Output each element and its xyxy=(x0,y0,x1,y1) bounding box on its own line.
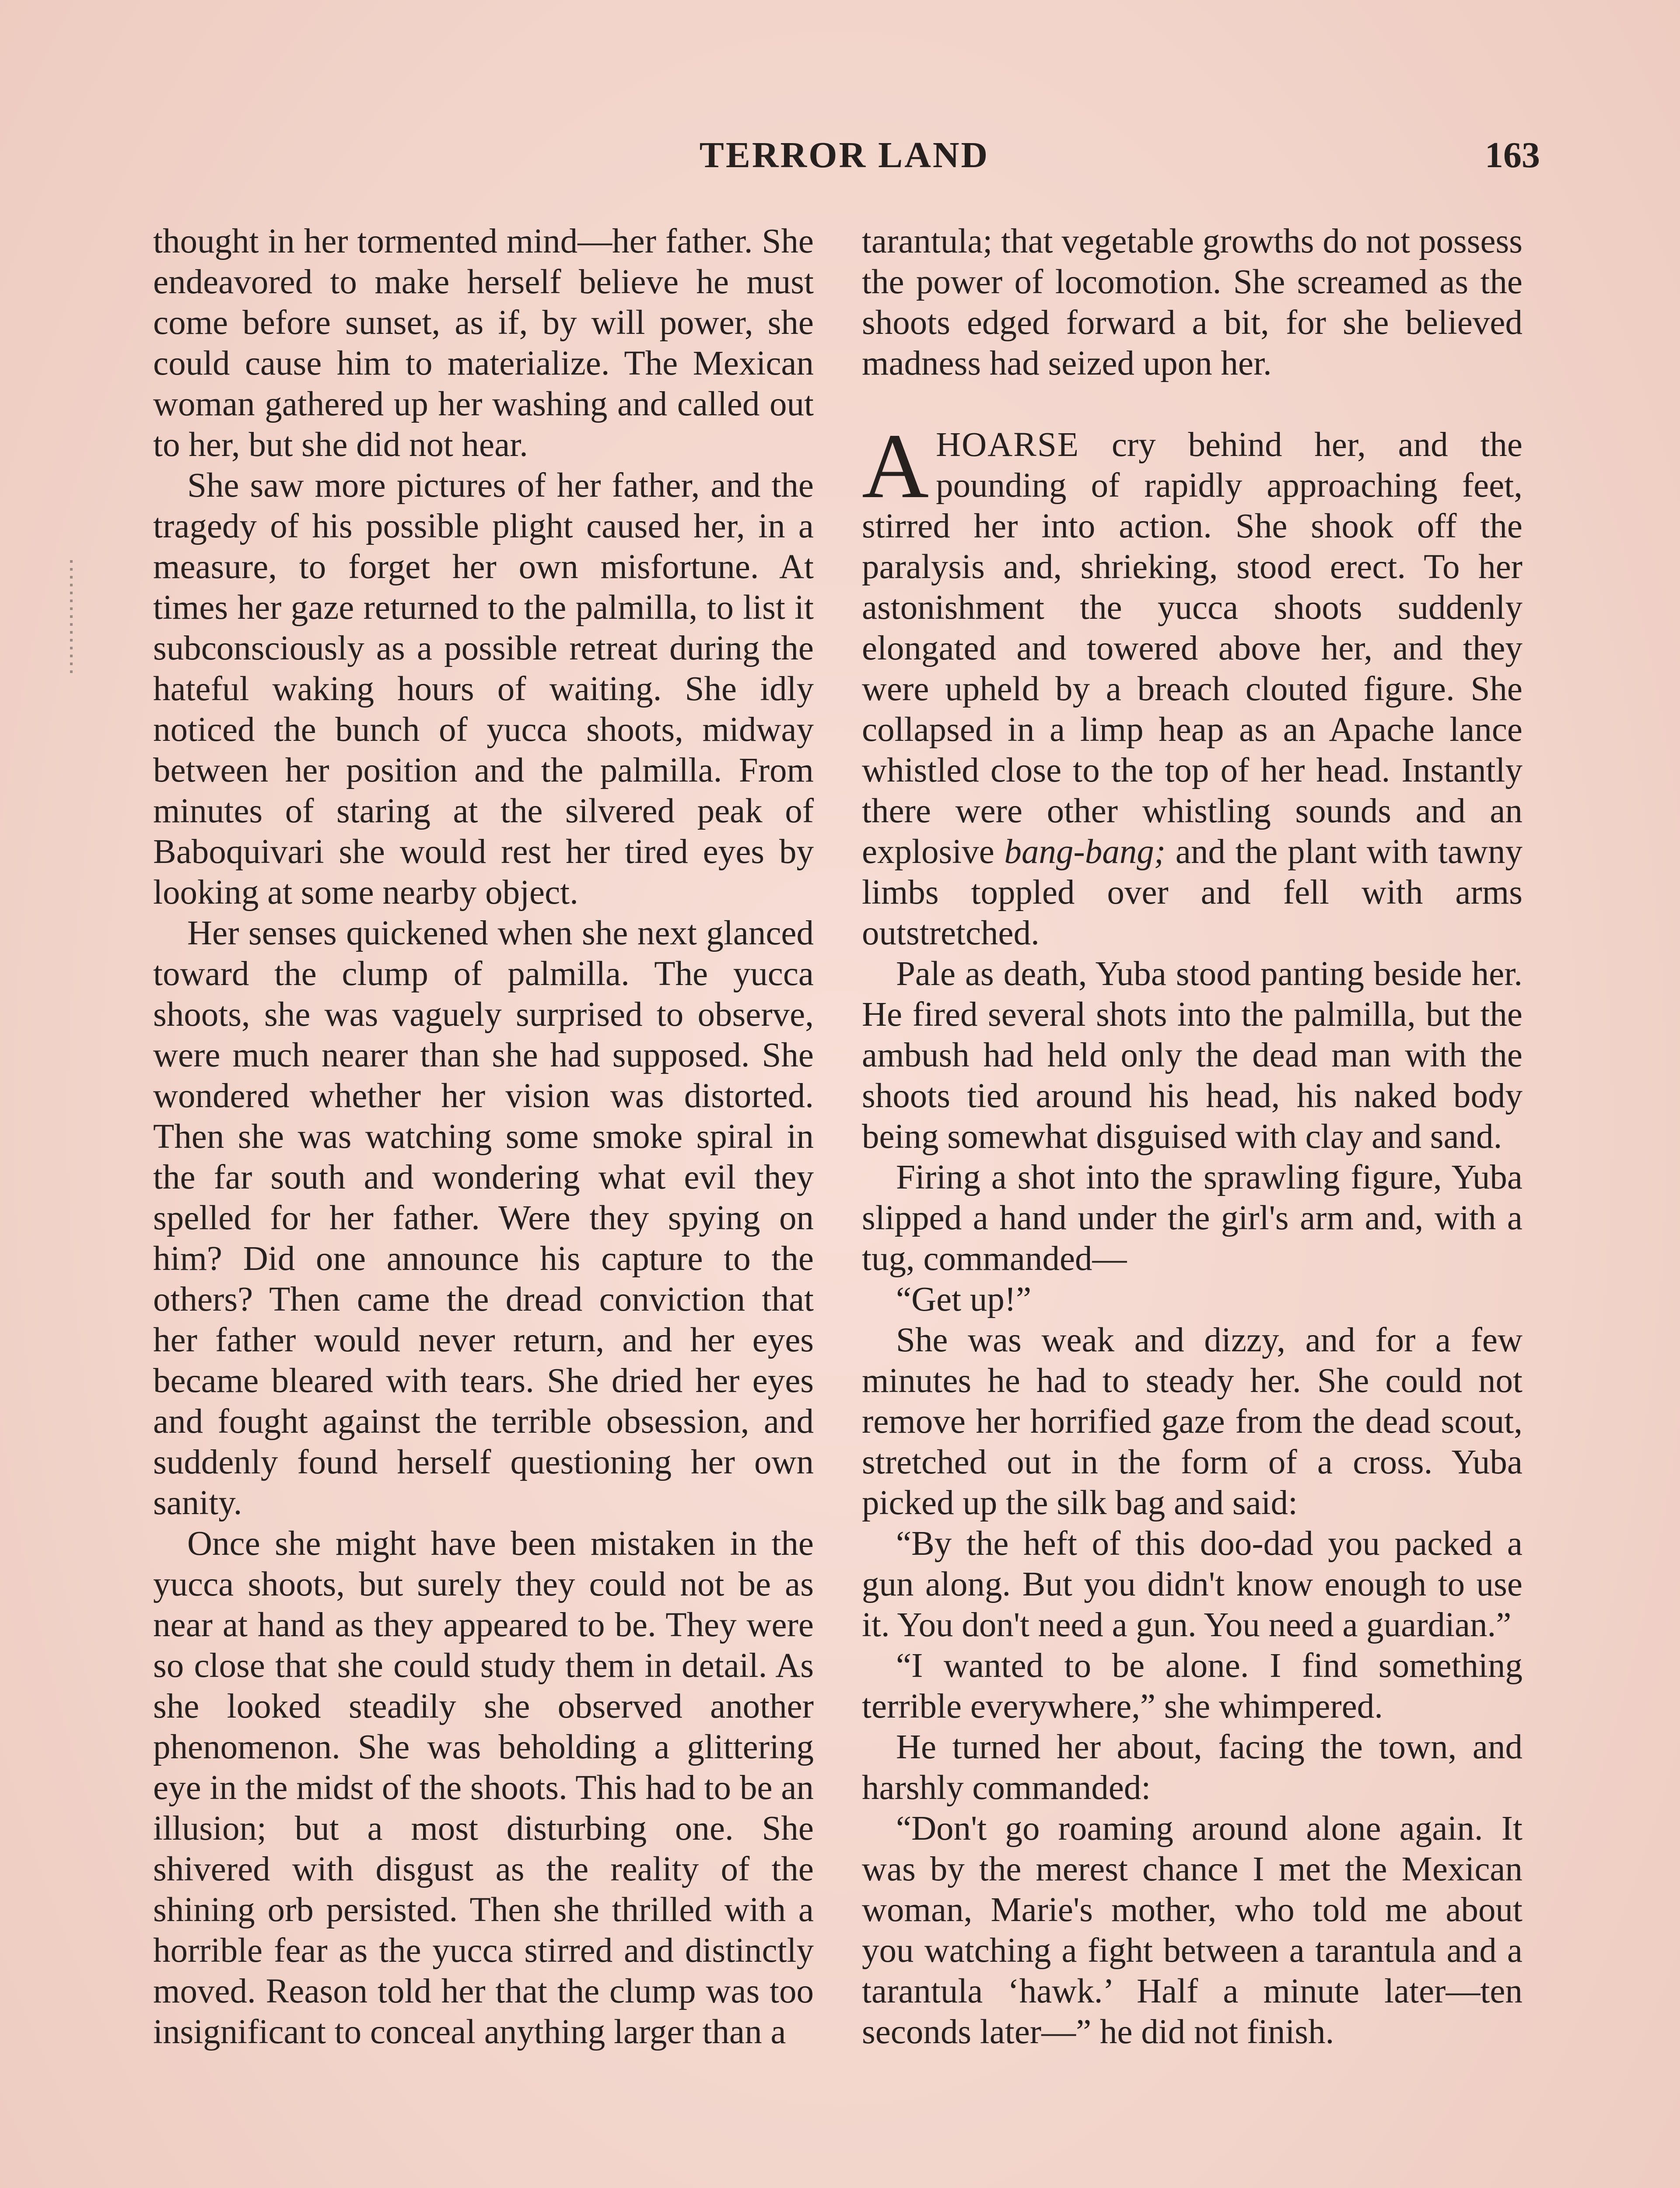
paragraph: “Get up!” xyxy=(896,1280,1032,1318)
paragraph: “Don't go roaming around alone again. It was by the merest chance I met the Mexican woman, Marie's mother, who told me about you watching a fight between a tarantula and a tarantula ‘hawk.’ Half a minute later—ten seconds later—” he did not finish. xyxy=(862,1809,1522,2051)
lead-in-word: HOARSE xyxy=(936,426,1080,464)
paragraph-text: cry behind her, and the pounding of rapidly approaching feet, stirred her into action. She shook off the paralysis and, shrieking, stood erect. To her astonishment the yucca shoots suddenly elongated and towered above her, and they were upheld by a breach clouted figure. She collapsed in a limp heap as an Apache lance whistled close to the top of her head. Instantly there were other whistling sounds and an explosive xyxy=(862,426,1522,871)
paragraph: Once she might have been mistaken in the yucca shoots, but surely they could not be as near at hand as they appeared to be. They were so close that she could study them in detail. As she looked steadily she observed another phenomenon. She was beholding a glittering eye in the midst of the shoots. This had to be an illusion; but a most disturbing one. She shivered with disgust as the reality of the shining orb persisted. Then she thrilled with a horrible fear as the yucca stirred and distinctly moved. Reason told her that the clump was too insignificant to conceal anything larger than a xyxy=(153,1525,814,2051)
running-title: TERROR LAND xyxy=(699,135,990,175)
paragraph: She saw more pictures of her father, and the tragedy of his possible plight caused her, in a measure, to forget her own misfortune. At times her gaze returned to the palmilla, to list it subconsciously as a possible retreat during the hateful waking hours of waiting. She idly noticed the bunch of yucca shoots, midway between her position and the palmilla. From minutes of staring at the silvered peak of Baboquivari she would rest her tired eyes by looking at some nearby object. xyxy=(153,466,814,912)
paragraph: “By the heft of this doo-dad you packed a gun along. But you didn't know enough to use it. You don't need a gun. You need a guardian.” xyxy=(862,1525,1522,1644)
right-column xyxy=(862,221,1522,2052)
paragraph: She was weak and dizzy, and for a few minutes he had to steady her. She could not remove her horrified gaze from the dead scout, stretched out in the form of a cross. Yuba picked up the silk bag and said: xyxy=(862,1321,1522,1522)
paragraph: “I wanted to be alone. I find something terrible everywhere,” she whimpered. xyxy=(862,1647,1522,1725)
paragraph: tarantula; that vegetable growths do not possess the power of locomotion. She screamed as the shoots edged forward a bit, for she believed madness had seized upon her. xyxy=(862,222,1522,382)
paragraph: Firing a shot into the sprawling figure, Yuba slipped a hand under the girl's arm and, with a tug, commanded— xyxy=(862,1158,1522,1278)
page-number: 163 xyxy=(1485,135,1540,175)
section-paragraph xyxy=(862,414,1522,954)
left-column xyxy=(153,221,814,2052)
margin-mark xyxy=(70,560,73,674)
paragraph-text: and the plant with tawny limbs toppled over and fell with arms outstretched. xyxy=(862,833,1522,952)
drop-cap: A xyxy=(862,414,929,517)
paragraph: Her senses quickened when she next glanced toward the clump of palmilla. The yucca shoots, she was vaguely surprised to observe, were much nearer than she had supposed. She wondered whether her vision was distorted. Then she was watching some smoke spiral in the far south and wondering what evil they spelled for her father. Were they spying on him? Did one announce his capture to the others? Then came the dread conviction that her father would never return, and her eyes became bleared with tears. She dried her eyes and fought against the terrible obsession, and suddenly found herself questioning her own sanity. xyxy=(153,914,814,1522)
running-head xyxy=(149,131,1540,179)
paragraph: thought in her tormented mind—her father. She endeavored to make herself believe he must come before sunset, as if, by will power, she could cause him to materialize. The Mexican woman gathered up her washing and called out to her, but she did not hear. xyxy=(153,222,814,464)
paragraph: Pale as death, Yuba stood panting beside her. He fired several shots into the palmilla, but the ambush had held only the dead man with the shoots tied around his head, his naked body being somewhat disguised with clay and sand. xyxy=(862,955,1522,1156)
italic-text: bang-bang; xyxy=(1004,833,1166,871)
paragraph: He turned her about, facing the town, and harshly commanded: xyxy=(862,1728,1522,1807)
